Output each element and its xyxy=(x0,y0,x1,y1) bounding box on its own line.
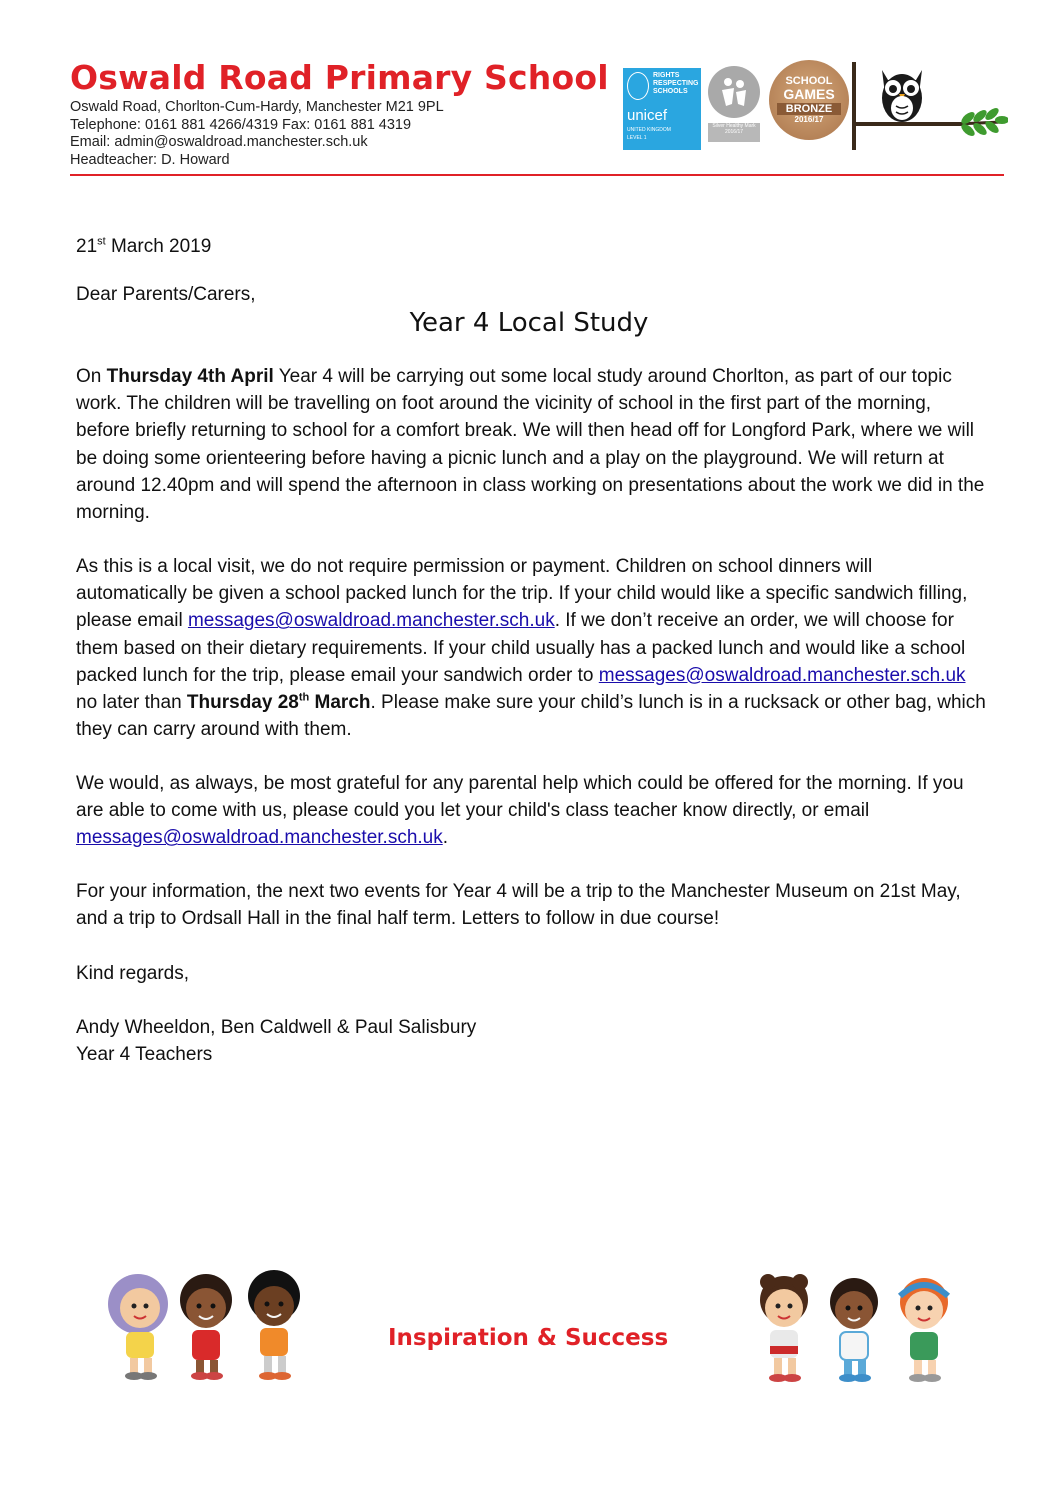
owl-branch-icon xyxy=(852,62,1008,154)
rrs-logo-text: RIGHTS RESPECTING SCHOOLS xyxy=(653,72,699,95)
signatories xyxy=(76,1014,988,1068)
games-line-4: 2016/17 xyxy=(794,115,824,124)
healthy-mark-plaque: Silver Healthy Mark 2016/17 xyxy=(708,123,760,142)
globe-icon xyxy=(627,72,649,100)
email-link-messages[interactable]: messages@oswaldroad.manchester.sch.uk xyxy=(187,610,555,632)
figures-icon xyxy=(708,66,760,118)
school-slogan: Inspiration & Success xyxy=(388,1325,669,1351)
healthy-mark-logo xyxy=(708,66,762,146)
email-link-messages[interactable]: messages@oswaldroad.manchester.sch.uk xyxy=(598,664,966,686)
rrs-sub-text: UNITED KINGDOM LEVEL 1 xyxy=(627,127,671,141)
games-line-2: GAMES xyxy=(783,86,835,102)
letter-date: 21st March 2019 xyxy=(76,235,212,257)
school-games-bronze-logo xyxy=(769,60,849,140)
greeting: Dear Parents/Carers, xyxy=(76,284,256,305)
sign-off: Kind regards, xyxy=(76,963,190,984)
signatory-role: Year 4 Teachers xyxy=(76,1044,213,1066)
children-illustration-left xyxy=(98,1266,312,1389)
header-divider xyxy=(70,174,1004,176)
headteacher: Headteacher: D. Howard xyxy=(70,151,230,168)
paragraph-parental-help: We would, as always, be most grateful for any parental help which could be offered for the morning. If you are able to come with us, please could you let your child's class teacher know directly, or email messages@oswaldroad.manchester.sch.uk. xyxy=(76,773,964,849)
school-email: Email: admin@oswaldroad.manchester.sch.uk xyxy=(70,134,368,150)
email-link-messages[interactable]: messages@oswaldroad.manchester.sch.uk xyxy=(76,827,443,849)
letterhead xyxy=(70,58,630,169)
paragraph-trip-details: On Thursday 4th April Year 4 will be carrying out some local study around Chorlton, as part of our topic work. The children will be travelling on foot around the vicinity of school in the first part of the morning, before briefly returning to school for a comfort break. We will then head off for Longford Park, where we will be doing some orienteering before having a picnic lunch and a play on the playground. We will return at around 12.40pm and will spend the afternoon in class working on presentations about the work we did in the morning. xyxy=(76,366,985,524)
rights-respecting-schools-logo xyxy=(623,68,701,150)
school-name: Oswald Road Primary School xyxy=(70,58,609,97)
deadline-date: Thursday 28th March xyxy=(186,691,371,714)
school-contact-block xyxy=(70,99,630,169)
games-line-1: SCHOOL xyxy=(785,75,833,87)
children-illustration-right xyxy=(748,1268,964,1393)
letter-title: Year 4 Local Study xyxy=(409,308,649,338)
signatory-names: Andy Wheeldon, Ben Caldwell & Paul Salisbury xyxy=(76,1017,477,1038)
school-address: Oswald Road, Chorlton-Cum-Hardy, Manchester M21 9PL xyxy=(70,99,444,115)
games-line-3: BRONZE xyxy=(777,103,841,115)
unicef-logo-text: unicef xyxy=(627,107,668,124)
paragraph-next-events: For your information, the next two events for Year 4 will be a trip to the Manchester Museum on 21st May, and a trip to Ordsall Hall in the final half term. Letters to follow in due course! xyxy=(76,881,961,930)
school-telephone: Telephone: 0161 881 4266/4319 Fax: 0161 881 4319 xyxy=(70,116,412,133)
paragraph-lunch: As this is a local visit, we do not require permission or payment. Children on school dinners will automatically be given a school packed lunch for the trip. If your child would like a specific sandwich filling, please email messages@oswaldroad.manchester.sch.uk. If we don’t receive an order, we will choose for them based on their dietary requirements. If your child usually has a packed lunch and would like a school packed lunch for the trip, please email your sandwich order to messages@oswaldroad.manchester.sch.uk no later than Thursday 28th March. Please make sure your child’s lunch is in a rucksack or other bag, which they can carry around with them. xyxy=(76,556,986,741)
